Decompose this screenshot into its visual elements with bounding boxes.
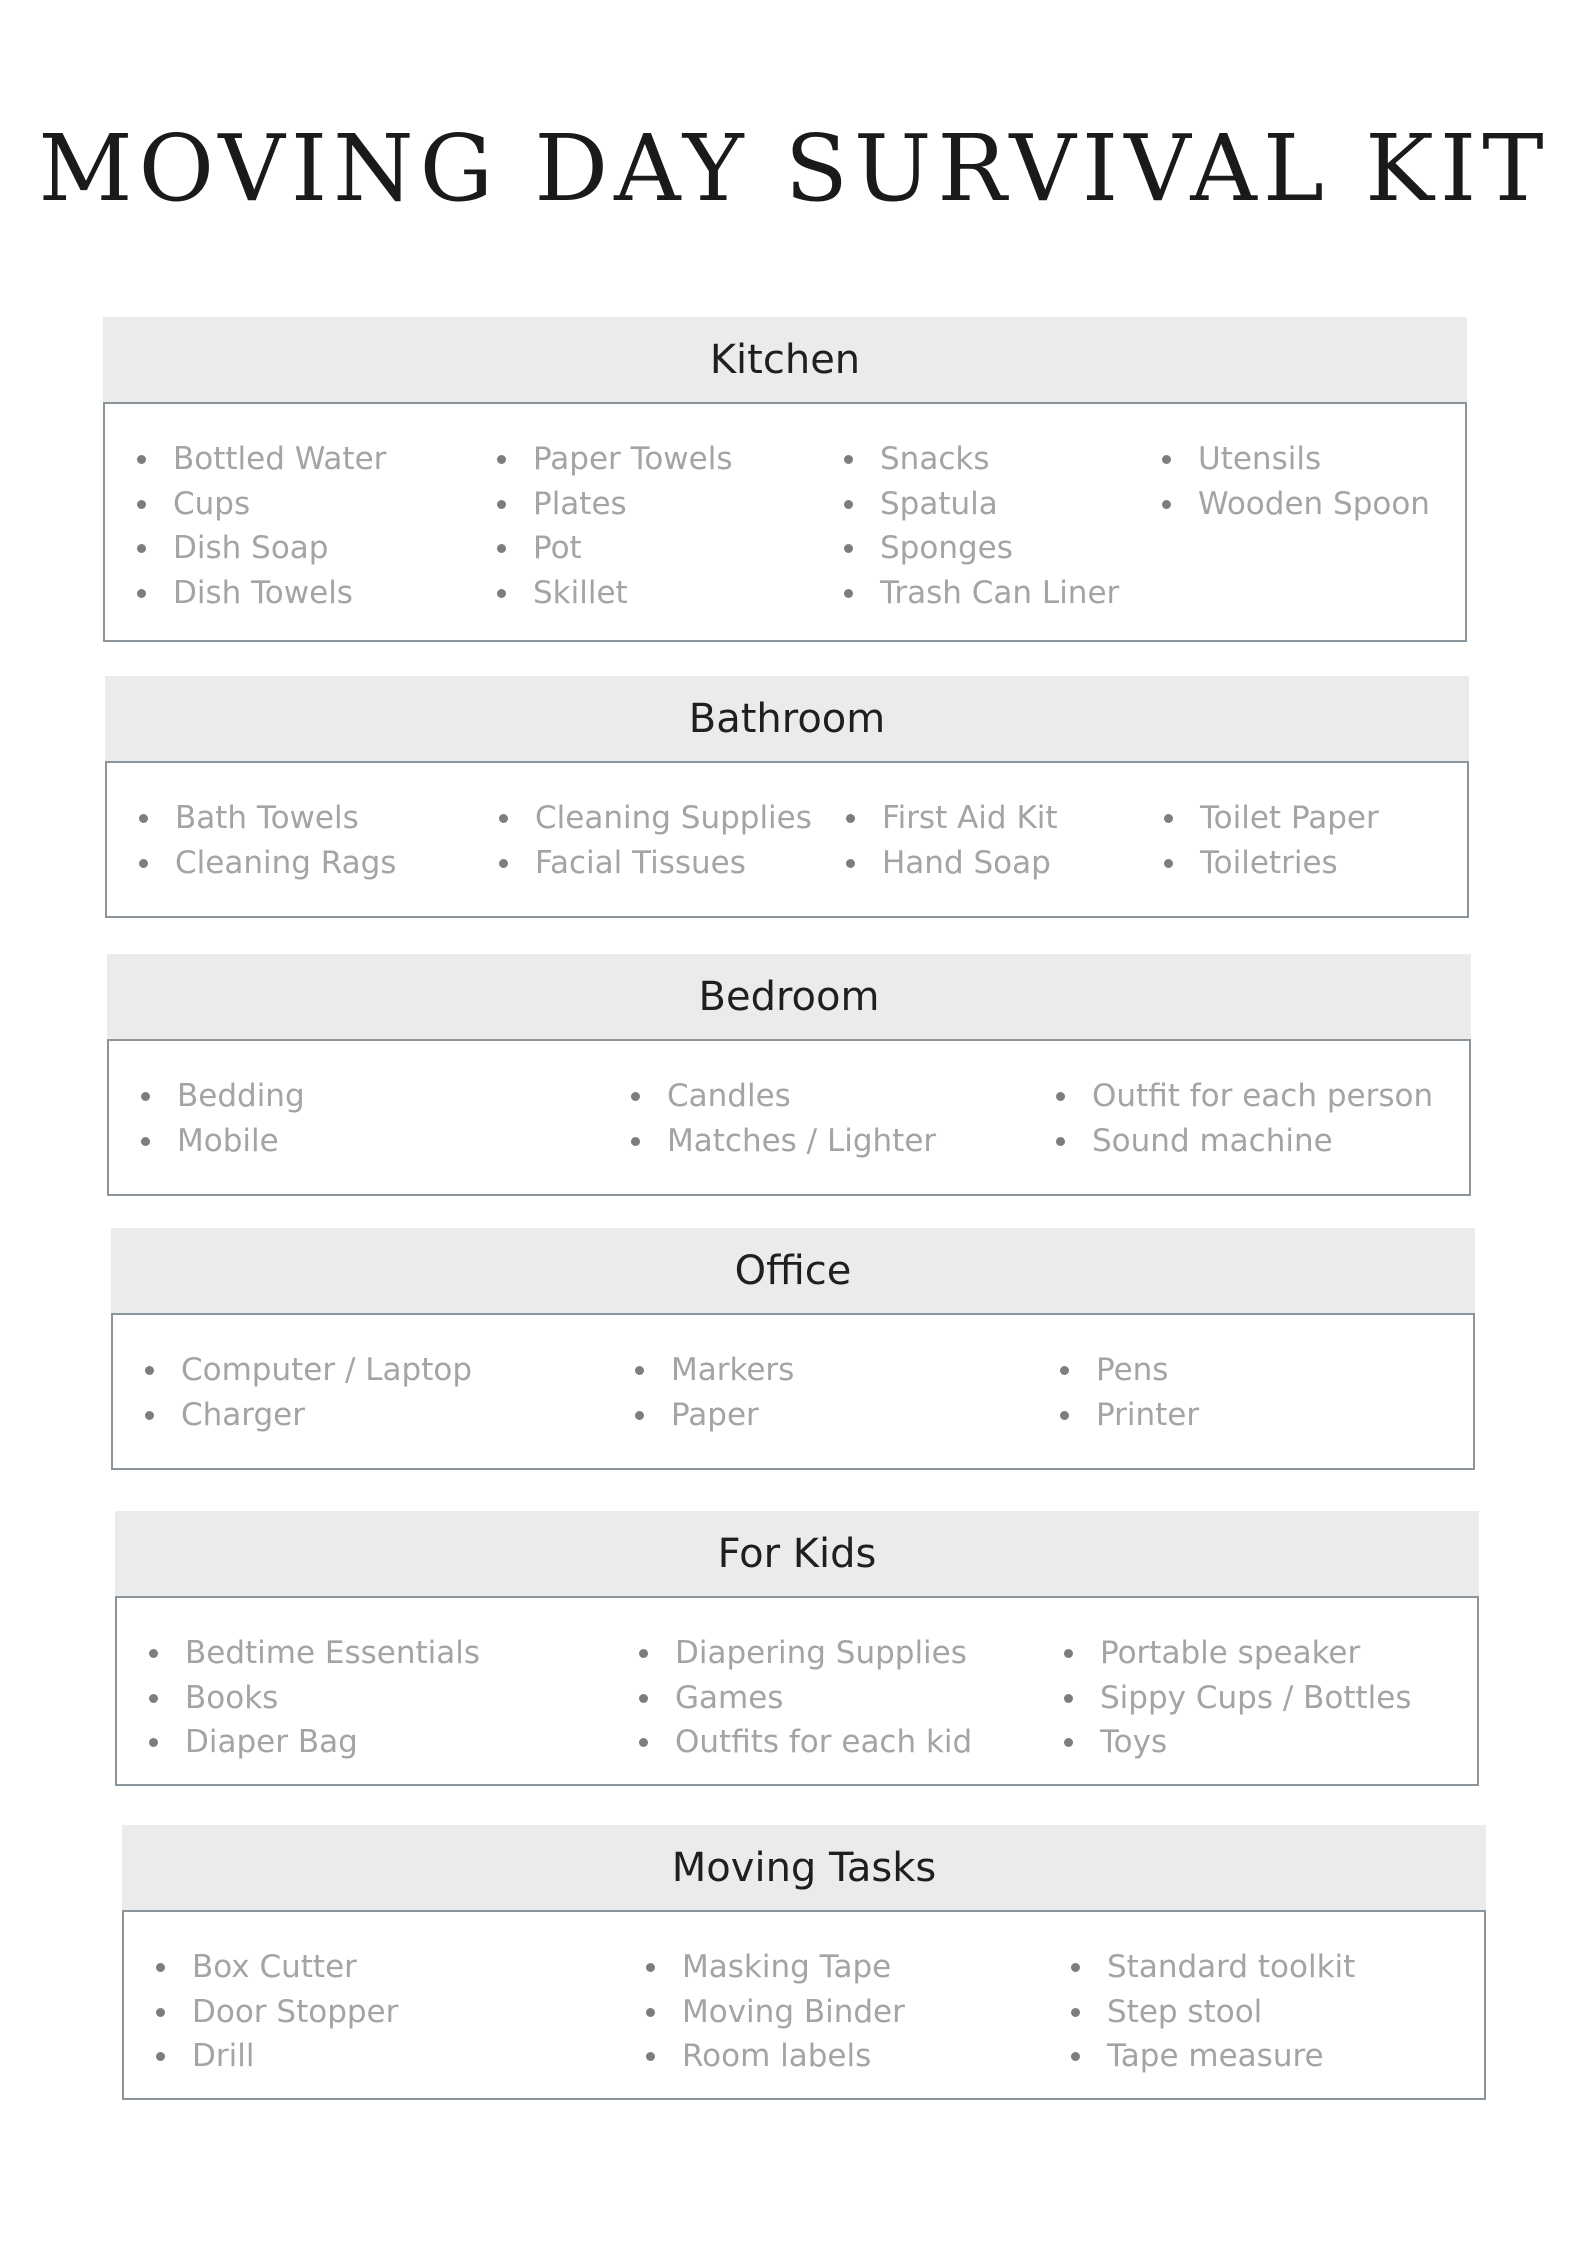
list-item: Standard toolkit [1071,1945,1431,1990]
list-item: Snacks [844,437,1162,482]
list-item: Moving Binder [646,1990,1071,2035]
list-item: Outfits for each kid [639,1720,1064,1765]
section-list [103,402,1467,642]
list-item: Skillet [497,571,844,616]
list-column [1164,796,1424,916]
list-item: Step stool [1071,1990,1431,2035]
list-column [844,437,1162,640]
list-item: Pot [497,526,844,571]
list-item: Markers [635,1348,1060,1393]
section-list [105,761,1469,918]
list-item: Hand Soap [846,841,1164,886]
list-column [1060,1348,1420,1468]
list-column [631,1074,1056,1194]
section-kitchen [103,317,1467,642]
list-item: Trash Can Liner [844,571,1162,616]
section-list [107,1039,1471,1196]
list-item: Dish Soap [137,526,497,571]
list-item: Games [639,1676,1064,1721]
list-item: Masking Tape [646,1945,1071,1990]
list-item: Cups [137,482,497,527]
list-item: Bath Towels [139,796,499,841]
list-item: Sponges [844,526,1162,571]
list-column [846,796,1164,916]
list-item: Door Stopper [156,1990,646,2035]
section-office [111,1228,1475,1470]
list-item: Sippy Cups / Bottles [1064,1676,1424,1721]
list-column [141,1074,631,1194]
list-item: Sound machine [1056,1119,1416,1164]
list-item: Charger [145,1393,635,1438]
list-item: Paper [635,1393,1060,1438]
list-item: Mobile [141,1119,631,1164]
list-column [1071,1945,1431,2098]
list-item: Portable speaker [1064,1631,1424,1676]
list-column [499,796,846,916]
list-item: Cleaning Supplies [499,796,846,841]
list-item: Candles [631,1074,1056,1119]
list-item: Diapering Supplies [639,1631,1064,1676]
section-for-kids [115,1511,1479,1786]
section-heading: Office [111,1228,1475,1313]
list-item: Cleaning Rags [139,841,499,886]
section-heading: Moving Tasks [122,1825,1486,1910]
list-column [639,1631,1064,1784]
section-bathroom [105,676,1469,918]
list-item: Bottled Water [137,437,497,482]
list-column [156,1945,646,2098]
list-column [145,1348,635,1468]
list-item: Computer / Laptop [145,1348,635,1393]
list-column [1162,437,1430,640]
section-list [115,1596,1479,1786]
section-heading: Kitchen [103,317,1467,402]
list-item: Facial Tissues [499,841,846,886]
section-heading: Bathroom [105,676,1469,761]
list-item: Outfit for each person [1056,1074,1416,1119]
list-item: Toilet Paper [1164,796,1424,841]
section-list [122,1910,1486,2100]
list-item: Tape measure [1071,2034,1431,2079]
list-item: Printer [1060,1393,1420,1438]
list-item: Diaper Bag [149,1720,639,1765]
section-bedroom [107,954,1471,1196]
section-heading: For Kids [115,1511,1479,1596]
list-column [1064,1631,1424,1784]
list-column [646,1945,1071,2098]
list-item: Matches / Lighter [631,1119,1056,1164]
list-column [497,437,844,640]
list-item: Bedding [141,1074,631,1119]
list-item: Plates [497,482,844,527]
section-moving-tasks [122,1825,1486,2100]
list-column [149,1631,639,1784]
list-item: Toiletries [1164,841,1424,886]
list-item: Wooden Spoon [1162,482,1422,527]
list-item: Paper Towels [497,437,844,482]
section-list [111,1313,1475,1470]
list-column [1056,1074,1434,1194]
section-heading: Bedroom [107,954,1471,1039]
list-item: Toys [1064,1720,1424,1765]
list-item: First Aid Kit [846,796,1164,841]
list-item: Bedtime Essentials [149,1631,639,1676]
list-column [139,796,499,916]
list-item: Spatula [844,482,1162,527]
list-item: Drill [156,2034,646,2079]
list-item: Room labels [646,2034,1071,2079]
list-item: Pens [1060,1348,1420,1393]
list-item: Box Cutter [156,1945,646,1990]
list-item: Utensils [1162,437,1422,482]
list-item: Books [149,1676,639,1721]
page-title: MOVING DAY SURVIVAL KIT [38,115,1550,222]
list-column [635,1348,1060,1468]
list-item: Dish Towels [137,571,497,616]
list-column [137,437,497,640]
